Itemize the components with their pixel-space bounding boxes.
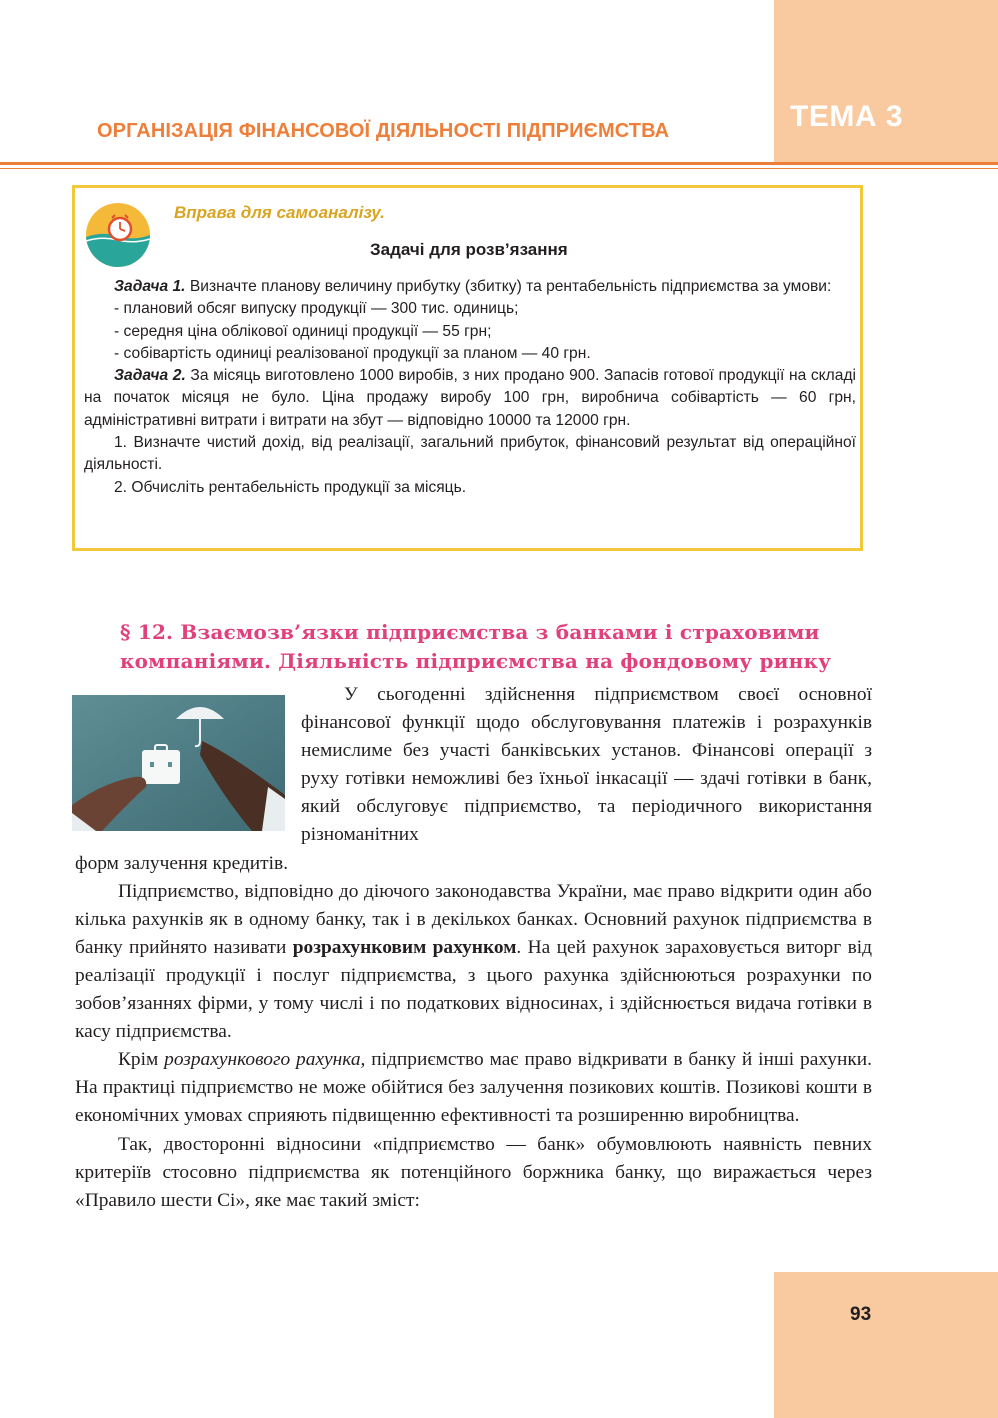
task-1 — [84, 276, 856, 298]
topic-tab — [774, 0, 998, 162]
task-2-question: 2. Обчисліть рентабельність продукції за місяць. — [114, 478, 467, 496]
header-rule-thin — [0, 168, 998, 169]
paragraph-4: Так, двосторонні відносини «підприємство — банк» обумовлюють наявність певних критеріїв стосовно підприємства як потенційного боржника банку, що виражається через «Правило шести Сі», яке має такий зміст: — [75, 1133, 872, 1211]
task-2-text: За місяць виготовлено 1000 виробів, з них продано 900. Запасів готової продукції на складі на початок місяця не було. Ціна продажу виробу 100 грн, виробнича собівартість — 60 грн, адміністративні витрати і витрати на збут — відповідно 10000 та 12000 грн. — [84, 367, 857, 429]
exercise-body — [84, 276, 856, 499]
running-header-title: ОРГАНІЗАЦІЯ ФІНАНСОВОЇ ДІЯЛЬНОСТІ ПІДПРИЄМСТВА — [97, 120, 670, 142]
paragraph-3-text: Крім — [118, 1049, 165, 1071]
exercise-subheading: Задачі для розв’язання — [370, 240, 568, 259]
main-text — [75, 681, 872, 1215]
paragraph-2-text-end: . На цей рахунок зараховується виторг від реалізації продукції і послуг підприємства, з цього рахунка здійснюються розрахунки по зобов’язаннях фірми, у тому числі і по податкових відносинах, і здійснюється видача готівки в касу підприємства. — [75, 936, 872, 1043]
page-number: 93 — [850, 1304, 872, 1325]
task-1-item: - середня ціна облікової одиниці продукції — 55 грн; — [114, 322, 492, 340]
task-1-label: Задача 1. — [114, 278, 186, 295]
header-rule — [0, 162, 998, 165]
footer-tab — [774, 1272, 998, 1418]
paragraph-2 — [75, 878, 872, 1047]
task-1-text: Визначте планову величину прибутку (збитку) та рентабельність підприємства за умови: — [185, 278, 832, 295]
paragraph-3-text-end: підприємство має право відкривати в банку й інші рахунки. На практиці підприємство не може обійтися без залучення позикових коштів. Позикові кошти в економічних умовах сприяють підвищенню ефективності та розширенню виробництва. — [75, 1049, 872, 1127]
paragraph-3 — [75, 1046, 872, 1130]
task-2-question: 1. Визначте чистий дохід, від реалізації, загальний прибуток, фінансовий результат від операційної діяльності. — [84, 434, 856, 474]
task-1-item: - собівартість одиниці реалізованої продукції за планом — 40 грн. — [114, 344, 591, 362]
paragraph-1-tail: форм залучення кредитів. — [75, 852, 289, 874]
topic-label: ТЕМА 3 — [790, 100, 904, 133]
task-2-label: Задача 2. — [114, 367, 186, 385]
section-title: § 12. Взаємозв’язки підприємства з банками і страховими компаніями. Діяльність підприємства на фондовому ринку — [120, 620, 832, 673]
task-2 — [84, 365, 856, 432]
exercise-heading: Вправа для самоаналізу. — [174, 203, 385, 222]
task-1-item: - плановий обсяг випуску продукції — 300 тис. одиниць; — [114, 300, 519, 318]
term-settlement-account-italic: розрахункового рахунка, — [164, 1049, 366, 1071]
term-settlement-account: розрахунковим рахунком — [292, 936, 517, 958]
clock-badge-icon — [86, 203, 150, 267]
paragraph-1-wrapped: У сьогоденні здійснення підприємством своєї основної фінансової функції щодо обслуговування платежів і розрахунків немислиме без участі банківських установ. Фінансові операції з руху готівки неможливі без їхньої інкасації — здачі готівки в банк, який обслуговує підприємство, та періодичного використання різноманітних — [301, 684, 872, 846]
paragraph-2-text: Підприємство, відповідно до діючого законодавства України, має право відкрити один або кілька рахунків як в одному банку, так і в декількох банках. Основний рахунок підприємства в банку прийнято називати — [75, 880, 872, 958]
